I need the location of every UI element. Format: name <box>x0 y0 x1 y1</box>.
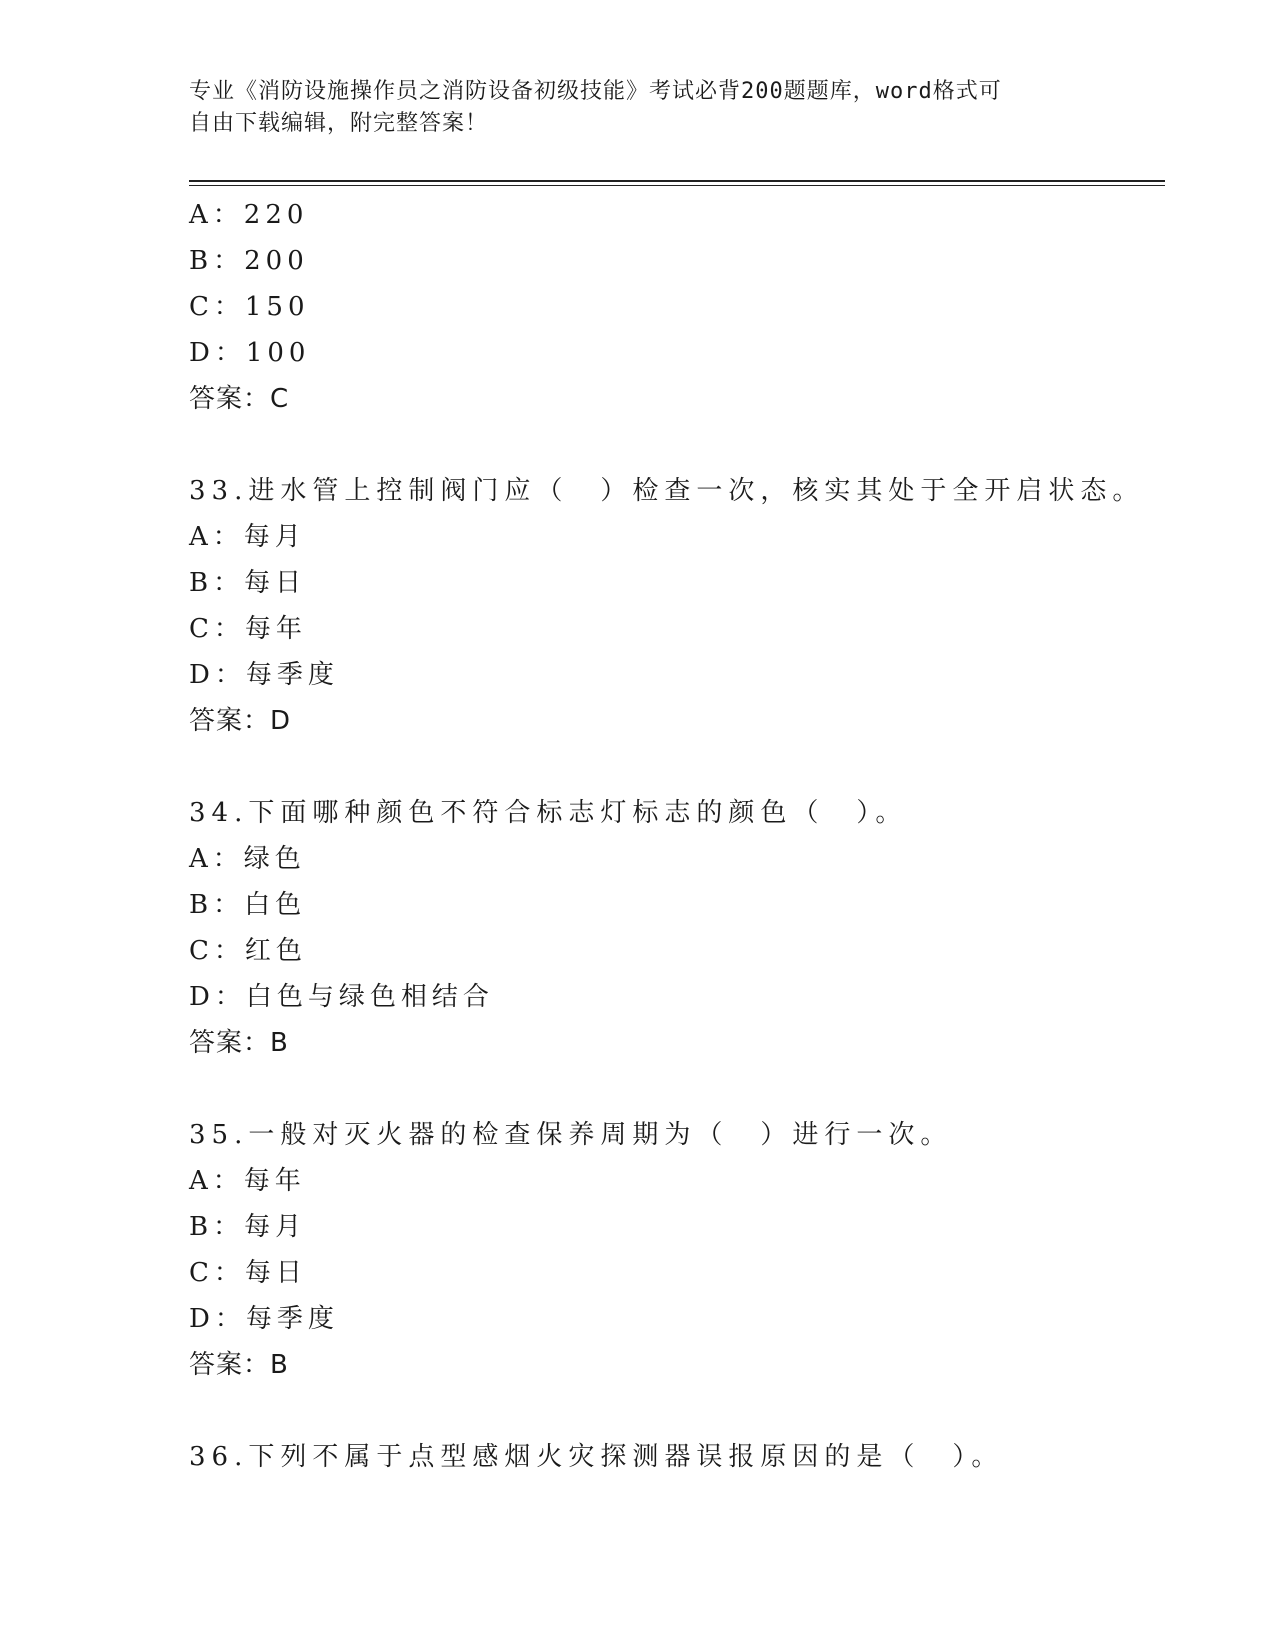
option-a: A：每年 <box>189 1166 306 1196</box>
option-c: C：红色 <box>189 936 307 966</box>
option-c: C：每年 <box>189 614 307 644</box>
option-a: A：绿色 <box>189 844 306 874</box>
option-b: B：每月 <box>189 1212 307 1242</box>
answer: 答案：B <box>189 1350 289 1380</box>
header-divider-thin <box>189 185 1165 186</box>
answer: 答案：D <box>189 706 292 736</box>
question-block-34 <box>189 790 1165 1066</box>
question-block-32 <box>189 192 1165 422</box>
question-block-33 <box>189 468 1165 744</box>
header-line-2: 自由下载编辑，附完整答案！ <box>189 111 489 136</box>
question-text: 33.进水管上控制阀门应（ ）检查一次，核实其处于全开启状态。 <box>189 476 1145 506</box>
option-b: B：200 <box>189 246 309 276</box>
question-text: 35.一般对灭火器的检查保养周期为（ ）进行一次。 <box>189 1120 953 1150</box>
spacer <box>189 1388 1165 1434</box>
document-header <box>189 76 1089 140</box>
question-list <box>189 192 1165 1480</box>
spacer <box>189 744 1165 790</box>
option-a: A：每月 <box>189 522 306 552</box>
question-text: 34.下面哪种颜色不符合标志灯标志的颜色（ ）。 <box>189 798 908 828</box>
option-c: C：每日 <box>189 1258 307 1288</box>
question-text: 36.下列不属于点型感烟火灾探测器误报原因的是（ ）。 <box>189 1442 1004 1472</box>
spacer <box>189 1066 1165 1112</box>
option-d: D：每季度 <box>189 660 339 690</box>
answer: 答案：C <box>189 384 290 414</box>
option-c: C：150 <box>189 292 310 322</box>
option-b: B：白色 <box>189 890 307 920</box>
option-d: D：每季度 <box>189 1304 339 1334</box>
option-b: B：每日 <box>189 568 307 598</box>
option-d: D：白色与绿色相结合 <box>189 982 494 1012</box>
spacer <box>189 422 1165 468</box>
answer: 答案：B <box>189 1028 289 1058</box>
option-d: D：100 <box>189 338 311 368</box>
header-line-1: 专业《消防设施操作员之消防设备初级技能》考试必背200题题库，word格式可 <box>189 79 1002 104</box>
question-block-36 <box>189 1434 1165 1480</box>
header-divider-thick <box>189 180 1165 182</box>
option-a: A：220 <box>189 200 309 230</box>
question-block-35 <box>189 1112 1165 1388</box>
